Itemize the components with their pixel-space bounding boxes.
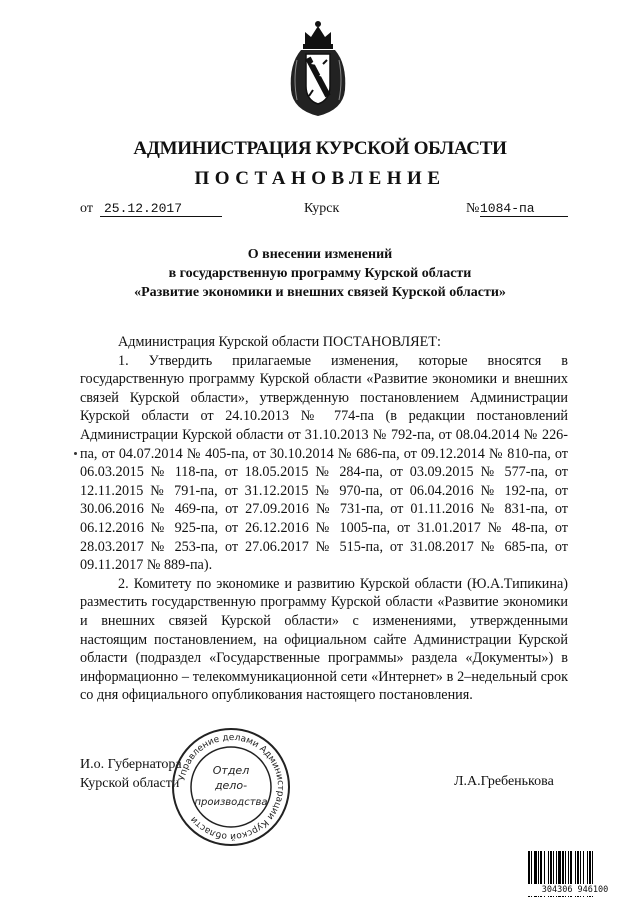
number-label: № xyxy=(466,201,480,216)
resolution-item-1: 1. Утвердить прилагаемые изменения, которые вносятся в государственную программу Курской области «Развитие экономики и внешних связей Курской области», утвержденную постановлением Администрации Курской области от 24.10.2013 № 774-па (в редакции постановлений Администрации Курской области от 31.10.2013 № 792-па, от 08.04.2014 № 226-па, от 04.07.2014 № 405-па, от 30.10.2014 № 686-па, от 09.12.2014 № 810-па, от 06.03.2015 № 118-па, от 18.05.2015 № 284-па, от 03.09.2015 № 577-па, от 12.11.2015 № 791-па, от 31.12.2015 № 970-па, от 06.04.2016 № 192-па, от 30.06.2016 № 469-па, от 27.09.2016 № 731-па, от 01.11.2016 № 831-па, от 06.12.2016 № 925-па, от 26.12.2016 № 1005-па, от 31.01.2017 № 48-па, от 28.03.2017 № 253-па, от 27.06.2017 № 515-па, от 31.08.2017 № 685-па, от 09.11.2017 № 889-па). xyxy=(80,352,568,574)
barcode-number: 304306 946100 xyxy=(527,884,623,896)
stamp-center-line: производства xyxy=(194,797,268,808)
signatory-position xyxy=(80,755,182,793)
document-number: 1084-па xyxy=(480,201,568,217)
dateline xyxy=(0,201,640,221)
stamp-center-line: Отдел xyxy=(212,764,250,777)
subject-line: «Развитие экономики и внешних связей Курской области» xyxy=(134,285,506,300)
date-prefix: от xyxy=(80,201,93,216)
coat-of-arms-icon xyxy=(283,20,353,120)
document-body xyxy=(80,333,568,705)
document-type: ПОСТАНОВЛЕНИЕ xyxy=(194,168,446,189)
document-subject xyxy=(0,245,640,302)
subject-line: в государственную программу Курской области xyxy=(168,266,472,281)
resolution-item-2: 2. Комитету по экономике и развитию Курской области (Ю.А.Типикина) разместить государственную программу Курской области «Развитие экономики и внешних связей Курской области» с изменениями, утвержденными настоящим постановлением, на официальном сайте Администрации Курской области (подраздел «Государственные программы» раздела «Документы») в информационно – телекоммуникационной сети «Интернет» в 2–недельный срок со дня официального опубликования настоящего постановления. xyxy=(80,575,568,704)
organization-name: АДМИНИСТРАЦИЯ КУРСКОЙ ОБЛАСТИ xyxy=(133,138,507,159)
scan-speck xyxy=(74,452,77,455)
subject-line: О внесении изменений xyxy=(247,247,393,262)
signatory-name: Л.А.Гребенькова xyxy=(454,774,554,789)
signatory-position-line: Курской области xyxy=(80,776,180,791)
signatory-position-line: И.о. Губернатора xyxy=(80,757,182,772)
stamp-ring-text: Управление делами Администрации Курской области xyxy=(177,732,286,842)
resolution-intro: Администрация Курской области ПОСТАНОВЛЯЕТ: xyxy=(118,334,441,350)
document-date: 25.12.2017 xyxy=(100,201,222,217)
city: Курск xyxy=(304,201,340,216)
stamp-center-line: дело- xyxy=(214,779,248,792)
office-stamp xyxy=(170,726,292,848)
